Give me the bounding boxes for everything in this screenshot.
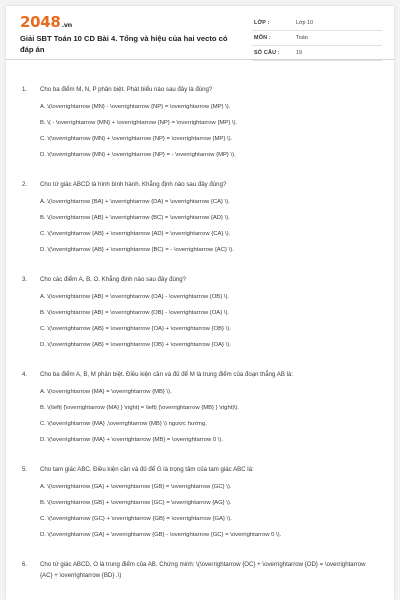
page-header <box>6 6 394 60</box>
meta-table <box>252 16 382 61</box>
question-list <box>6 84 394 597</box>
question-number: 5. <box>22 466 28 473</box>
option-b: B. \(\overrightarrow {AB} + \overrightarrow {BC} = \overrightarrow {AD} \). <box>40 215 230 221</box>
question-4 <box>6 369 394 448</box>
question-stem <box>6 274 394 285</box>
question-stem <box>6 179 394 190</box>
site-logo[interactable] <box>20 13 72 31</box>
question-1 <box>6 84 394 163</box>
question-number: 2. <box>22 181 28 188</box>
question-stem <box>6 84 394 95</box>
document-title: Giải SBT Toán 10 CD Bài 4. Tổng và hiệu của hai vecto có đáp án <box>20 34 228 54</box>
option-c: C. \(\overrightarrow {GC} + \overrightarrow {GB} = \overrightarrow {GA} \). <box>40 516 232 522</box>
option-c: C. \(\overrightarrow {MN} + \overrightarrow {NP} = \overrightarrow {MP} \). <box>40 136 233 142</box>
option-c: C. \(\overrightarrow {MA} ,\overrightarrow {MB} \) ngược hướng. <box>40 421 207 427</box>
question-3 <box>6 274 394 353</box>
question-number: 6. <box>22 561 28 568</box>
option-d: D. \(\overrightarrow {AB} = \overrightarrow {OB} + \overrightarrow {OA} \). <box>40 342 231 348</box>
option-c: C. \(\overrightarrow {AB} + \overrightarrow {AD} = \overrightarrow {CA} \). <box>40 231 231 237</box>
option-d: D. \(\overrightarrow {MA} + \overrightarrow {MB} = \overrightarrow 0 \). <box>40 437 224 443</box>
option-c: C. \(\overrightarrow {AB} = \overrightarrow {OA} + \overrightarrow {OB} \). <box>40 326 231 332</box>
meta-label-class: LỚP : <box>254 20 270 26</box>
meta-row-subject <box>252 31 382 46</box>
question-text: Cho tứ giác ABCD là hình bình hành. Khẳng định nào sau đây đúng? <box>40 181 227 188</box>
option-b: B. \(\left| {\overrightarrow {MA} } \right| = \left| {\overrightarrow {MB} } \right|\). <box>40 405 240 411</box>
option-b: B. \(\overrightarrow {GB} + \overrightarrow {GC} = \overrightarrow {AG} \). <box>40 500 232 506</box>
option-d: D. \(\overrightarrow {MN} + \overrightarrow {NP} = - \overrightarrow {MP} \). <box>40 152 236 158</box>
question-stem <box>6 369 394 380</box>
option-a: A. \(\overrightarrow {GA} + \overrightarrow {GB} = \overrightarrow {GC} \). <box>40 484 232 490</box>
option-d: D. \(\overrightarrow {GA} + \overrightarrow {GB} - \overrightarrow {GC} = \overrightarrow 0 \). <box>40 532 282 538</box>
meta-value-subject: Toán <box>296 35 308 41</box>
option-a: A. \(\overrightarrow {BA} + \overrightarrow {DA} = \overrightarrow {CA} \). <box>40 199 230 205</box>
question-stem <box>6 559 394 581</box>
option-a: A. \(\overrightarrow {AB} = \overrightarrow {OA} - \overrightarrow {OB} \). <box>40 294 230 300</box>
logo-text: 2048 <box>20 13 61 31</box>
question-number: 1. <box>22 86 28 93</box>
meta-row-class <box>252 16 382 31</box>
meta-value-class: Lớp 10 <box>296 20 314 26</box>
worksheet-page <box>6 6 394 600</box>
option-a: A. \(\overrightarrow {MN} - \overrightarrow {NP} = \overrightarrow {MP} \). <box>40 104 231 110</box>
question-number: 4. <box>22 371 28 378</box>
question-text: Cho các điểm A, B, O. Khẳng định nào sau đây đúng? <box>40 276 187 283</box>
answer-options <box>6 99 394 163</box>
answer-options <box>6 384 394 448</box>
answer-options <box>6 479 394 543</box>
answer-options <box>6 194 394 258</box>
option-b: B. \( - \overrightarrow {MN} + \overrightarrow {NP} = \overrightarrow {MP} \). <box>40 120 238 126</box>
question-number: 3. <box>22 276 28 283</box>
question-text: Cho tứ giác ABCD, O là trung điểm của AB. Chứng minh: \(\overrightarrow {OC} + \overrightarrow {OD} = \overrightarrow {AC} + \overrightarrow {BD} .\) <box>40 561 366 579</box>
question-stem <box>6 464 394 475</box>
option-a: A. \(\overrightarrow {MA} = \overrightarrow {MB} \). <box>40 389 172 395</box>
meta-label-subject: MÔN : <box>254 35 271 41</box>
meta-label-count: SỐ CÂU : <box>254 50 280 56</box>
option-d: D. \(\overrightarrow {AB} + \overrightarrow {BC} = - \overrightarrow {AC} \). <box>40 247 234 253</box>
meta-value-count: 19 <box>296 50 302 56</box>
meta-row-count <box>252 46 382 61</box>
question-text: Cho ba điểm M, N, P phân biệt. Phát biểu nào sau đây là đúng? <box>40 86 213 93</box>
logo-suffix: .vn <box>61 21 72 29</box>
question-text: Cho tam giác ABC. Điều kiện cần và đủ để G là trọng tâm của tam giác ABC là: <box>40 466 254 473</box>
question-2 <box>6 179 394 258</box>
option-b: B. \(\overrightarrow {AB} = \overrightarrow {OB} - \overrightarrow {OA} \). <box>40 310 230 316</box>
question-text: Cho ba điểm A, B, M phân biệt. Điều kiện cần và đủ để M là trung điểm của đoạn thẳng AB là: <box>40 371 294 378</box>
question-5 <box>6 464 394 543</box>
answer-options <box>6 289 394 353</box>
question-6 <box>6 559 394 581</box>
